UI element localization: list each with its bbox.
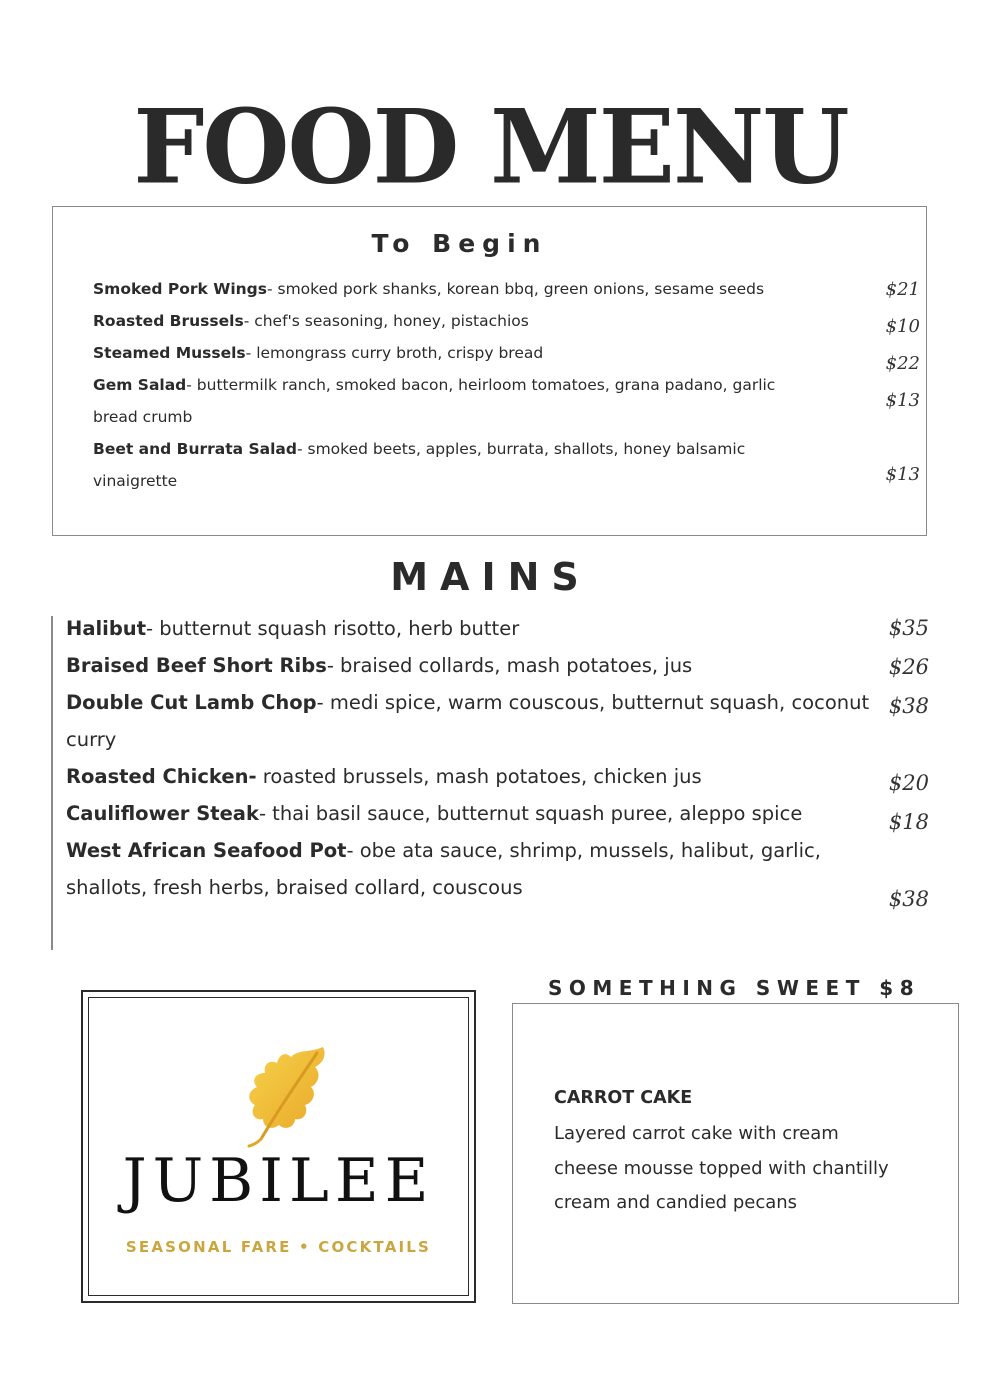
dessert-name: CARROT CAKE (554, 1088, 693, 1108)
item-desc: - lemongrass curry broth, crispy bread (245, 344, 544, 362)
logo-inner-frame (88, 997, 469, 1296)
item-price: $38 (888, 887, 929, 911)
menu-item (66, 684, 869, 721)
menu-item (66, 832, 821, 869)
dessert-description (554, 1117, 934, 1221)
mains-heading: MAINS (390, 555, 591, 599)
item-price: $10 (885, 316, 920, 337)
dessert-line: Layered carrot cake with cream (554, 1123, 839, 1144)
item-name: Roasted Chicken- (66, 765, 257, 788)
leaf-icon (239, 1043, 339, 1153)
item-price: $18 (888, 810, 929, 834)
item-price: $26 (888, 655, 929, 679)
dessert-section (512, 1003, 959, 1304)
item-desc: - medi spice, warm couscous, butternut squash, coconut (316, 691, 870, 714)
item-name: Smoked Pork Wings (93, 280, 267, 298)
menu-item (93, 305, 529, 337)
to-begin-section (52, 206, 927, 536)
item-desc-cont: curry (66, 728, 117, 751)
item-name: Roasted Brussels (93, 312, 244, 330)
item-price: $22 (885, 353, 920, 374)
menu-item (93, 369, 775, 401)
item-desc: - butternut squash risotto, herb butter (146, 617, 520, 640)
item-desc: - chef's seasoning, honey, pistachios (243, 312, 529, 330)
item-price: $21 (885, 279, 920, 300)
menu-item (66, 758, 702, 795)
menu-title: FOOD MENU (133, 86, 848, 208)
item-desc-cont: bread crumb (93, 408, 193, 426)
item-price: $13 (885, 464, 920, 485)
item-name: Braised Beef Short Ribs (66, 654, 327, 677)
item-name: Halibut (66, 617, 147, 640)
item-desc: - thai basil sauce, butternut squash puree, aleppo spice (258, 802, 803, 825)
item-desc: roasted brussels, mash potatoes, chicken jus (256, 765, 702, 788)
menu-item (93, 273, 764, 305)
item-price: $13 (885, 390, 920, 411)
item-desc: - smoked beets, apples, burrata, shallots, honey balsamic (296, 440, 746, 458)
mains-divider (51, 616, 53, 950)
something-sweet-heading: SOMETHING SWEET $8 (548, 976, 921, 1000)
item-desc-cont: vinaigrette (93, 472, 178, 490)
to-begin-heading: To Begin (371, 229, 548, 258)
menu-item (93, 337, 543, 369)
item-name: Steamed Mussels (93, 344, 246, 362)
jubilee-logo (81, 990, 476, 1303)
item-desc: - smoked pork shanks, korean bbq, green onions, sesame seeds (266, 280, 765, 298)
dessert-line: cheese mousse topped with chantilly (554, 1157, 889, 1179)
menu-item (66, 795, 802, 832)
item-name: Gem Salad (93, 376, 187, 394)
item-desc: - obe ata sauce, shrimp, mussels, halibut, garlic, (346, 839, 821, 862)
item-price: $35 (888, 616, 929, 640)
item-desc: - braised collards, mash potatoes, jus (326, 654, 693, 677)
item-name: Beet and Burrata Salad (93, 440, 297, 458)
dessert-line: cream and candied pecans (554, 1192, 798, 1213)
item-name: Double Cut Lamb Chop (66, 691, 317, 714)
item-name: West African Seafood Pot (66, 839, 347, 862)
menu-item (93, 433, 745, 465)
item-price: $20 (888, 771, 929, 795)
item-price: $38 (888, 694, 929, 718)
item-name: Cauliflower Steak (66, 802, 259, 825)
menu-item (66, 610, 519, 647)
item-desc: - buttermilk ranch, smoked bacon, heirloom tomatoes, grana padano, garlic (186, 376, 776, 394)
menu-item (66, 647, 692, 684)
logo-wordmark: JUBILEE (122, 1146, 435, 1216)
logo-tagline: SEASONAL FARE • COCKTAILS (125, 1238, 432, 1256)
item-desc-cont: shallots, fresh herbs, braised collard, couscous (66, 876, 523, 899)
